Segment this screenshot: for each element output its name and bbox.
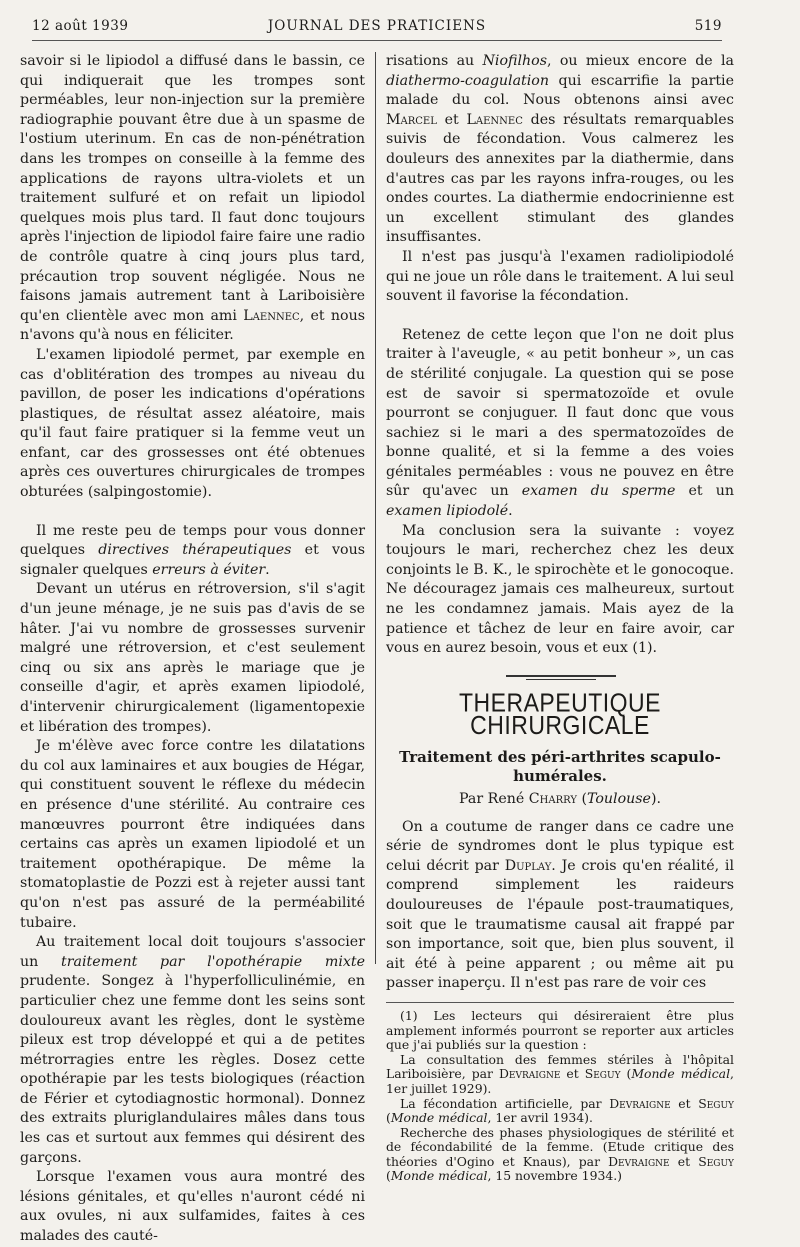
paragraph: Je m'élève avec force contre les dilatations du col aux laminaires et aux bougies de Hégar, qui constituent souvent le réflexe du médecin en présence d'une stérilité. Au contraire ces manœuvres pourront être indiquées dans certains cas après un examen lipiodolé et un traitement opothérapique. De même la stomatoplastie de Pozzi est à rejeter aussi tant qu'on n'est pas assuré de la perméabilité tubaire. [20, 738, 365, 931]
paragraph: Ma conclusion sera la suivante : voyez toujours le mari, recherchez chez les deux conjoints le B. K., le spirochète et le gonocoque. Ne découragez jamais ces malheureux, surtout ne les condamnez jamais. Mais ayez de la patience et tâchez de leur en faire avoir, car vous en aurez besoin, vous et eux (1). [386, 522, 734, 657]
section-ornament [386, 671, 734, 681]
journal-title: JOURNAL DES PRATICIENS [267, 18, 487, 34]
paragraph: Devant un utérus en rétroversion, s'il s'agit d'un jeune ménage, je ne suis pas d'avis de se hâter. J'ai vu nombre de grossesses survenir malgré une rétroversion, et c'est seulement cinq ou six ans après le mariage que je conseille d'agir, et après examen lipiodolé, d'intervenir chirurgicalement (ligamentopexie et libération des trompes). [20, 581, 365, 735]
byline: Par René Charry (Toulouse). [459, 791, 661, 807]
article-title: Traitement des péri-arthrites scapulo-humérales. [399, 748, 721, 785]
left-column [20, 52, 365, 1247]
paragraph: On a coutume de ranger dans ce cadre une série de syndromes dont le plus typique est celui décrit par Duplay. Je crois qu'en réalité, il comprend simplement les raideurs douloureuses de l'épaule post-traumatiques, soit que le traumatisme causal ait frappé par son importance, soit que, bien plus souvent, il ait été à peine apparent ; ou même ait pu passer inaperçu. Il n'est pas rare de voir ces [386, 818, 734, 992]
footnote: La consultation des femmes stériles à l'hôpital Lariboisière, par Devraigne et Seguy (Monde médical, 1er juillet 1929). [386, 1051, 734, 1096]
footnote: (1) Les lecteurs qui désireraient être plus amplement informés pourront se reporter aux articles que j'ai publiés sur la question : [386, 1007, 734, 1053]
page-header [32, 14, 722, 41]
footnotes [386, 1002, 734, 1184]
issue-date: 12 août 1939 [32, 18, 129, 34]
page-number: 519 [694, 18, 722, 34]
paragraph: Lorsque l'examen vous aura montré des lésions génitales, et qu'elles n'auront cédé ni aux ovules, ni aux sulfamides, faites à ces malades des cauté- [20, 1169, 365, 1245]
footnote: La fécondation artificielle, par Devraigne et Seguy (Monde médical, 1er avril 1934). [386, 1095, 734, 1126]
right-column [386, 52, 734, 1184]
paragraph: Il n'est pas jusqu'à l'examen radiolipiodolé qui ne joue un rôle dans le traitement. A lui seul souvent il favorise la fécondation. [386, 248, 734, 305]
section-title: THERAPEUTIQUE CHIRURGICALE [458, 687, 662, 740]
paragraph: Retenez de cette leçon que l'on ne doit plus traiter à l'aveugle, « au petit bonheur », un cas de stérilité conjugale. La question qui se pose est de savoir si spermatozoïde et ovule pourront se conjuguer. Il faut donc que vous sachiez si le mari a des spermatozoïdes de bonne qualité, et si la femme a des voies génitales perméables : vous ne pouvez en être sûr qu'avec un examen du sperme et un examen lipiodolé. [386, 326, 734, 520]
column-divider [375, 52, 376, 964]
footnote: Recherche des phases physiologiques de stérilité et de fécondabilité de la femme. (Etude critique des théories d'Ogino et Knaus), par Devraigne et Seguy (Monde médical, 15 novembre 1934.) [386, 1124, 734, 1184]
paragraph: savoir si le lipiodol a diffusé dans le bassin, ce qui indiquerait que les trompes sont perméables, leur non-injection sur la première radiographie pouvant être due à un spasme de l'ostium uterinum. En cas de non-pénétration dans les trompes on conseille à la femme des applications de rayons ultra-violets et un traitement sulfuré et on refait un lipiodol quelques mois plus tard. Il faut donc toujours après l'injection de lipiodol faire faire une radio de contrôle quatre à cinq jours plus tard, précaution trop souvent négligée. Nous ne faisons jamais autrement tant à Lariboisière qu'en clientèle avec mon ami Laennec, et nous n'avons qu'à nous en féliciter. [20, 53, 366, 344]
paragraph: risations au Niofilhos, ou mieux encore de la diathermo-coagulation qui escarrifie la partie malade du col. Nous obtenons ainsi avec Marcel et Laennec des résultats remarquables suivis de fécondation. Vous calmerez les douleurs des annexites par la diathermie, dans d'autres cas par les rayons infra-rouges, ou les ondes courtes. La diathermie endocrinienne est un excellent stimulant des glandes insuffisantes. [386, 53, 735, 246]
paragraph: Au traitement local doit toujours s'associer un traitement par l'opothérapie mixte prudente. Songez à l'hyperfolliculinémie, en particulier chez une femme dont les seins sont douloureux avant les règles, dont le système pileux est trop développé et qui a de petites métrorragies entre les règles. Dosez cette opothérapie par les tests biologiques (réaction de Férier et cytodiagnostic hormonal). Donnez des extraits pluriglandulaires mâles dans tous les cas et surtout aux femmes qui désirent des garçons. [20, 934, 365, 1166]
paragraph: Il me reste peu de temps pour vous donner quelques directives thérapeutiques et vous signaler quelques erreurs à éviter. [20, 522, 365, 578]
paragraph: L'examen lipiodolé permet, par exemple en cas d'oblitération des trompes au niveau du pavillon, de poser les indications d'opérations plastiques, de résultat assez aléatoire, mais qu'il faut faire pratiquer si la femme veut un enfant, car des grossesses ont été obtenues après ces ouvertures chirurgicales de trompes obturées (salpingostomie). [20, 346, 365, 501]
